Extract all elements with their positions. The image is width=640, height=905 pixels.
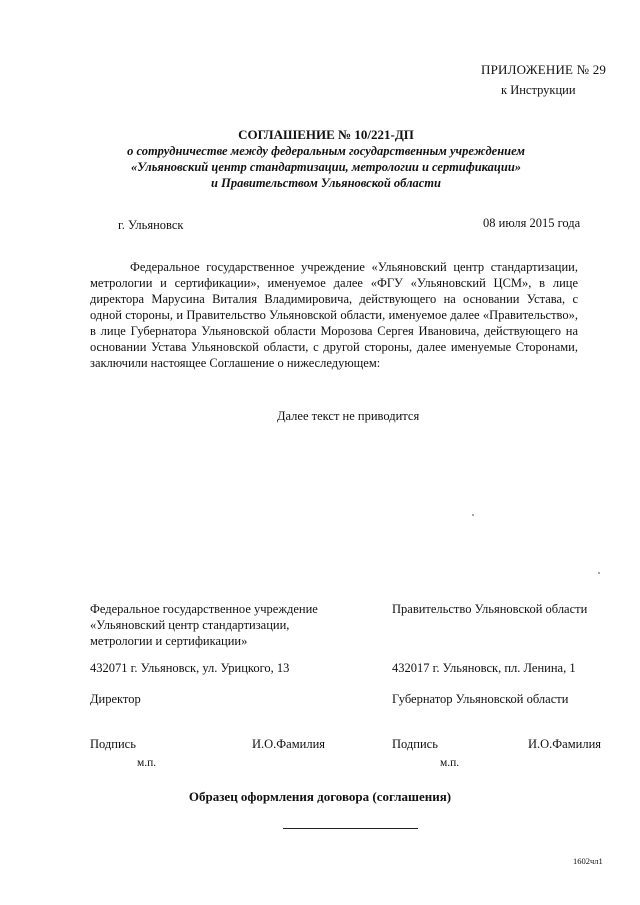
party-right-name	[392, 601, 622, 617]
annex-title: ПРИЛОЖЕНИЕ № 29	[481, 62, 607, 77]
scan-speck	[598, 572, 600, 574]
page-code: 1602чл1	[573, 856, 603, 866]
city: г. Ульяновск	[118, 218, 184, 232]
agreement-title-block	[100, 127, 552, 191]
caption-underline	[283, 828, 418, 829]
agreement-subtitle-line-3: и Правительством Ульяновской области	[211, 176, 441, 190]
party-right-name-line-1: Правительство Ульяновской области	[392, 602, 588, 616]
omitted-text-note: Далее текст не приводится	[277, 409, 420, 423]
party-left-position: Директор	[90, 692, 141, 706]
party-left-name-line-3: метрологии и сертификации»	[90, 634, 248, 648]
sample-caption: Образец оформления договора (соглашения)	[188, 789, 452, 804]
agreement-subtitle-line-2: «Ульяновский центр стандартизации, метрологии и сертификации»	[130, 160, 522, 174]
party-left-signature-label: Подпись	[90, 737, 136, 751]
party-left-name-placeholder: И.О.Фамилия	[252, 737, 326, 751]
scan-speck	[472, 514, 474, 516]
party-right-position: Губернатор Ульяновской области	[392, 692, 569, 706]
agreement-date: 08 июля 2015 года	[483, 216, 581, 230]
party-right-address: 432017 г. Ульяновск, пл. Ленина, 1	[392, 661, 576, 675]
party-left-name-line-2: «Ульяновский центр стандартизации,	[90, 618, 290, 632]
party-left-name-line-1: Федеральное государственное учреждение	[90, 602, 318, 616]
preamble-paragraph: Федеральное государственное учреждение «Ульяновский центр стандартизации, метрологии и сертификации», именуемое далее «ФГУ «Ульяновский ЦСМ», в лице директора Марусина Виталия Владимировича, действующего на основании Устава, с одной стороны, и Правительство Ульяновской области, именуемое далее «Правительство», в лице Губернатора Ульяновской области Морозова Сергея Ивановича, действующего на основании Устава Ульяновской области, с другой стороны, далее именуемые Сторонами, заключили настоящее Соглашение о нижеследующем:	[90, 260, 578, 370]
party-right-signature-label: Подпись	[392, 737, 438, 751]
party-right-name-placeholder: И.О.Фамилия	[528, 737, 602, 751]
annex-subtitle: к Инструкции	[501, 83, 576, 97]
agreement-subtitle-line-1: о сотрудничестве между федеральным государственным учреждением	[127, 144, 525, 158]
party-left-seal-label: м.п.	[137, 757, 157, 769]
party-left-address: 432071 г. Ульяновск, ул. Урицкого, 13	[90, 661, 290, 675]
agreement-title: СОГЛАШЕНИЕ № 10/221-ДП	[238, 127, 414, 142]
party-right-seal-label: м.п.	[440, 757, 460, 769]
party-left-name	[90, 601, 360, 649]
